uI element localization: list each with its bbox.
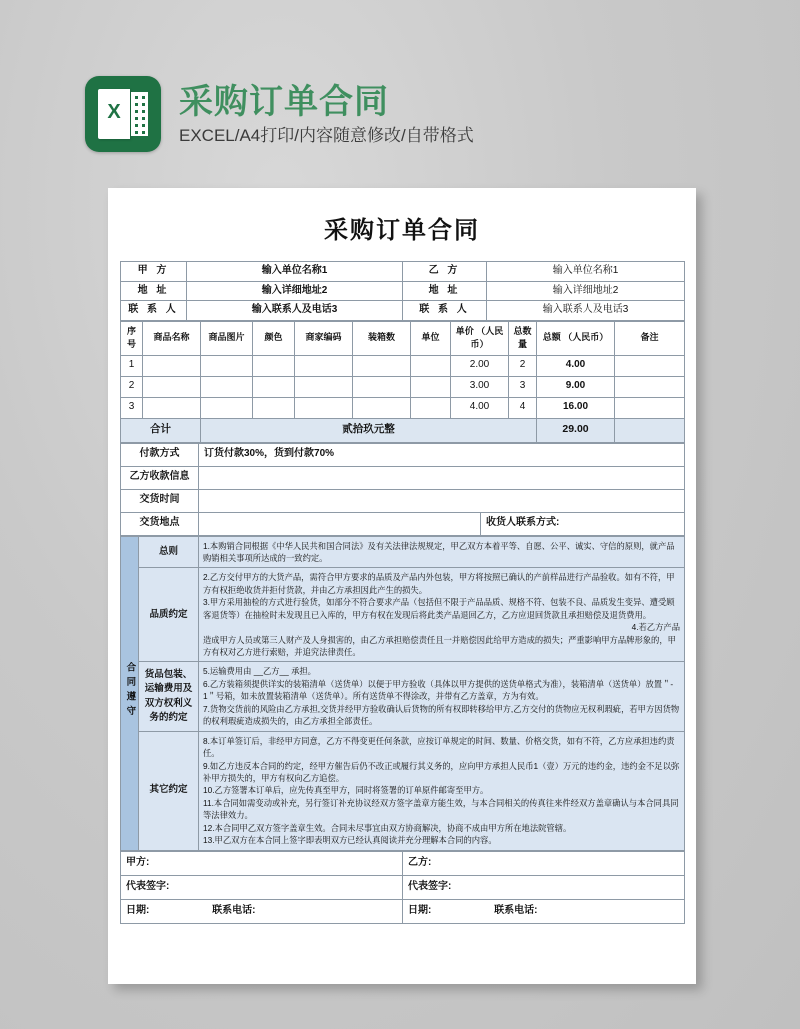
cell-pack[interactable]	[353, 355, 411, 376]
cell-unit[interactable]	[411, 376, 451, 397]
party-b-label: 乙 方	[403, 262, 487, 282]
cell-color[interactable]	[253, 397, 295, 418]
sign-party-b[interactable]: 乙方:	[403, 851, 685, 875]
goods-total-row	[121, 418, 685, 442]
terms-paragraph: 6.乙方装箱须提供详实的装箱清单（送货单）以便于甲方验收（具体以甲方提供的送货单格式为准），装箱清单（送货单）放置＂- 1＂号箱，如未放置装箱清单（送货单）。所有送货单不得涂改，并带有乙方盖章，方为有效。	[203, 678, 674, 702]
party-a-name[interactable]: 输入单位名称1	[187, 262, 403, 282]
cell-name[interactable]	[143, 376, 201, 397]
terms-paragraph: 5.运输费用由 __乙方__ 承担。	[203, 666, 316, 677]
cell-price[interactable]: 2.00	[451, 355, 509, 376]
sign-date-b[interactable]	[403, 899, 685, 923]
party-a-contact[interactable]: 输入联系人及电话3	[187, 301, 403, 321]
signature-table	[120, 851, 685, 924]
table-row	[121, 851, 685, 875]
table-row	[121, 397, 685, 418]
terms-paragraph: 11.本合同如需变动或补充，另行签订补充协议经双方签字盖章方能生效，与本合同相关的传真往来件经双方盖章确认与本合同具同等法律效力。	[203, 797, 679, 821]
col-color: 颜色	[253, 321, 295, 355]
party-b-address[interactable]: 输入详细地址2	[487, 281, 685, 301]
delivery-place-label: 交货地点	[121, 512, 199, 535]
table-row	[121, 376, 685, 397]
cell-color[interactable]	[253, 355, 295, 376]
cell-no: 2	[121, 376, 143, 397]
cell-price[interactable]: 4.00	[451, 397, 509, 418]
party-a-contact-label: 联 系 人	[121, 301, 187, 321]
promo-subtitle: EXCEL/A4打印/内容随意修改/自带格式	[179, 125, 474, 145]
goods-header-row	[121, 321, 685, 355]
party-a-label: 甲 方	[121, 262, 187, 282]
promo-title: 采购订单合同	[179, 82, 389, 121]
party-b-contact-label: 联 系 人	[403, 301, 487, 321]
cell-qty[interactable]: 2	[509, 355, 537, 376]
sign-date-b-label: 日期:	[408, 904, 432, 916]
payment-method-value[interactable]: 订货付款30%，货到付款70%	[199, 443, 685, 466]
cell-no: 3	[121, 397, 143, 418]
sign-rep-b[interactable]: 代表签字:	[403, 875, 685, 899]
terms-paragraph: 1.本购销合同根据《中华人民共和国合同法》及有关法律法规规定，甲乙双方本着平等、自愿、公平、诚实、守信的原则，就产品购销相关事项所达成的一致约定。	[203, 540, 675, 563]
party-b-name[interactable]: 输入单位名称1	[487, 262, 685, 282]
col-unit: 单位	[411, 321, 451, 355]
cell-price[interactable]: 3.00	[451, 376, 509, 397]
col-qty: 总数量	[509, 321, 537, 355]
col-image: 商品图片	[201, 321, 253, 355]
terms-body-other	[199, 731, 685, 850]
terms-paragraph: 10.乙方签署本订单后，应先传真至甲方，同时将签署的订单原件邮寄至甲方。	[203, 785, 489, 796]
payee-info-label: 乙方收款信息	[121, 466, 199, 489]
payment-method-label: 付款方式	[121, 443, 199, 466]
terms-paragraph-right: 4.若乙方产品	[631, 622, 680, 633]
table-row	[121, 281, 685, 301]
cell-image[interactable]	[201, 376, 253, 397]
total-amount-words: 贰拾玖元整	[201, 418, 537, 442]
table-row	[121, 301, 685, 321]
terms-category-other: 其它约定	[139, 731, 199, 850]
cell-remark[interactable]	[615, 355, 685, 376]
terms-category-general: 总则	[139, 536, 199, 568]
col-pack: 装箱数	[353, 321, 411, 355]
terms-category-packaging: 货品包装、运输费用及双方权利义务的约定	[139, 662, 199, 731]
goods-table	[120, 321, 685, 443]
sign-tel-a-label: 联系电话:	[212, 904, 256, 916]
terms-body-quality	[199, 568, 685, 662]
cell-unit[interactable]	[411, 355, 451, 376]
party-b-address-label: 地 址	[403, 281, 487, 301]
table-row	[121, 875, 685, 899]
cell-qty[interactable]: 4	[509, 397, 537, 418]
cell-image[interactable]	[201, 355, 253, 376]
total-remark	[615, 418, 685, 442]
cell-remark[interactable]	[615, 397, 685, 418]
table-row	[121, 512, 685, 535]
party-a-address-label: 地 址	[121, 281, 187, 301]
terms-section-packaging	[121, 662, 685, 731]
delivery-place-value[interactable]	[199, 512, 481, 535]
terms-vertical-label	[121, 536, 139, 850]
sign-date-a[interactable]	[121, 899, 403, 923]
cell-pack[interactable]	[353, 397, 411, 418]
table-row	[121, 899, 685, 923]
col-price: 单价 （人民币）	[451, 321, 509, 355]
contract-terms-table	[120, 536, 685, 851]
terms-category-quality: 品质约定	[139, 568, 199, 662]
terms-section-general	[121, 536, 685, 568]
terms-paragraph: 7.货物交货前的风险由乙方承担,交货并经甲方验收确认后货物的所有权即转移给甲方,乙方交付的货物应无权利瑕疵，若甲方因货物的权利瑕疵造成损失的，由乙方承担全部责任。	[203, 703, 680, 727]
cell-code[interactable]	[295, 397, 353, 418]
table-row	[121, 443, 685, 466]
terms-paragraph: 2.乙方交付甲方的大货产品，需符合甲方要求的品质及产品内外包装，甲方将按照已确认的产前样品进行产品验收。如有不符，甲方有权拒绝收货并拒付货款，并由乙方承担因此产生的损失。	[203, 572, 675, 595]
cell-amount: 4.00	[537, 355, 615, 376]
cell-color[interactable]	[253, 376, 295, 397]
table-row	[121, 489, 685, 512]
table-row	[121, 355, 685, 376]
promo-text-block	[179, 83, 474, 146]
cell-remark[interactable]	[615, 376, 685, 397]
consignee-contact-label[interactable]: 收货人联系方式:	[481, 512, 685, 535]
delivery-time-label: 交货时间	[121, 489, 199, 512]
col-amount: 总额 （人民币）	[537, 321, 615, 355]
order-info-table	[120, 443, 685, 536]
terms-body-general	[199, 536, 685, 568]
cell-amount: 9.00	[537, 376, 615, 397]
payee-info-value[interactable]	[199, 466, 685, 489]
promo-header	[85, 76, 474, 152]
terms-paragraph: 12.本合同甲乙双方签字盖章生效。合同未尽事宜由双方协商解决，协商不成由甲方所在地法院管辖。	[203, 822, 572, 833]
col-code: 商家编码	[295, 321, 353, 355]
excel-grid-shape	[131, 92, 148, 136]
cell-code[interactable]	[295, 355, 353, 376]
party-a-address[interactable]: 输入详细地址2	[187, 281, 403, 301]
col-no: 序号	[121, 321, 143, 355]
cell-amount: 16.00	[537, 397, 615, 418]
contract-sheet	[108, 188, 696, 984]
total-label: 合计	[121, 418, 201, 442]
terms-paragraph: 9.如乙方违反本合同的约定，经甲方催告后仍不改正或履行其义务的，应向甲方承担人民币1（壹）万元的违约金，违约金不足以弥补甲方损失的，甲方有权向乙方追偿。	[203, 760, 680, 783]
excel-doc-shape	[98, 89, 130, 139]
page-title: 采购订单合同	[324, 217, 480, 244]
sign-tel-b-label: 联系电话:	[494, 904, 538, 916]
sign-rep-a[interactable]: 代表签字:	[121, 875, 403, 899]
total-amount: 29.00	[537, 418, 615, 442]
table-row	[121, 262, 685, 282]
delivery-time-value[interactable]	[199, 489, 685, 512]
terms-paragraph: 造成甲方人员或第三人财产及人身损害的，由乙方承担赔偿责任且一并赔偿因此给甲方造成的损失；严重影响甲方品牌形象的，甲方有权对乙方进行索赔，并追究法律责任。	[203, 634, 676, 657]
terms-paragraph: 13.甲乙双方在本合同上签字即表明双方已经认真阅读并充分理解本合同的内容。	[203, 835, 497, 846]
sign-party-a[interactable]: 甲方:	[121, 851, 403, 875]
terms-body-packaging	[199, 662, 685, 731]
cell-unit[interactable]	[411, 397, 451, 418]
terms-section-quality	[121, 568, 685, 662]
parties-table	[120, 261, 685, 321]
cell-code[interactable]	[295, 376, 353, 397]
excel-file-icon	[85, 76, 161, 152]
party-b-contact[interactable]: 输入联系人及电话3	[487, 301, 685, 321]
terms-paragraph: 8.本订单签订后，非经甲方同意，乙方不得变更任何条款，应按订单规定的时间、数量、价格交货，如有不符，乙方应承担违约责任。	[203, 735, 675, 759]
cell-name[interactable]	[143, 355, 201, 376]
cell-no: 1	[121, 355, 143, 376]
cell-pack[interactable]	[353, 376, 411, 397]
table-row	[121, 466, 685, 489]
cell-image[interactable]	[201, 397, 253, 418]
col-remark: 备注	[615, 321, 685, 355]
cell-name[interactable]	[143, 397, 201, 418]
terms-paragraph: 3.甲方采用抽检的方式进行验货，如部分不符合要求产品（包括但不限于产品品质、规格不符、包装不良、品质发生变异、遭受顾客退货等）在抽检时未发现且已入库的，甲方有权在发现后将此类产品退回乙方，乙方应退回货款且承担赔偿及退货费用。	[203, 597, 675, 620]
terms-vertical-label-text: 合同遵守	[124, 661, 136, 720]
cell-qty[interactable]: 3	[509, 376, 537, 397]
col-name: 商品名称	[143, 321, 201, 355]
sign-date-a-label: 日期:	[126, 904, 150, 916]
terms-section-other	[121, 731, 685, 850]
